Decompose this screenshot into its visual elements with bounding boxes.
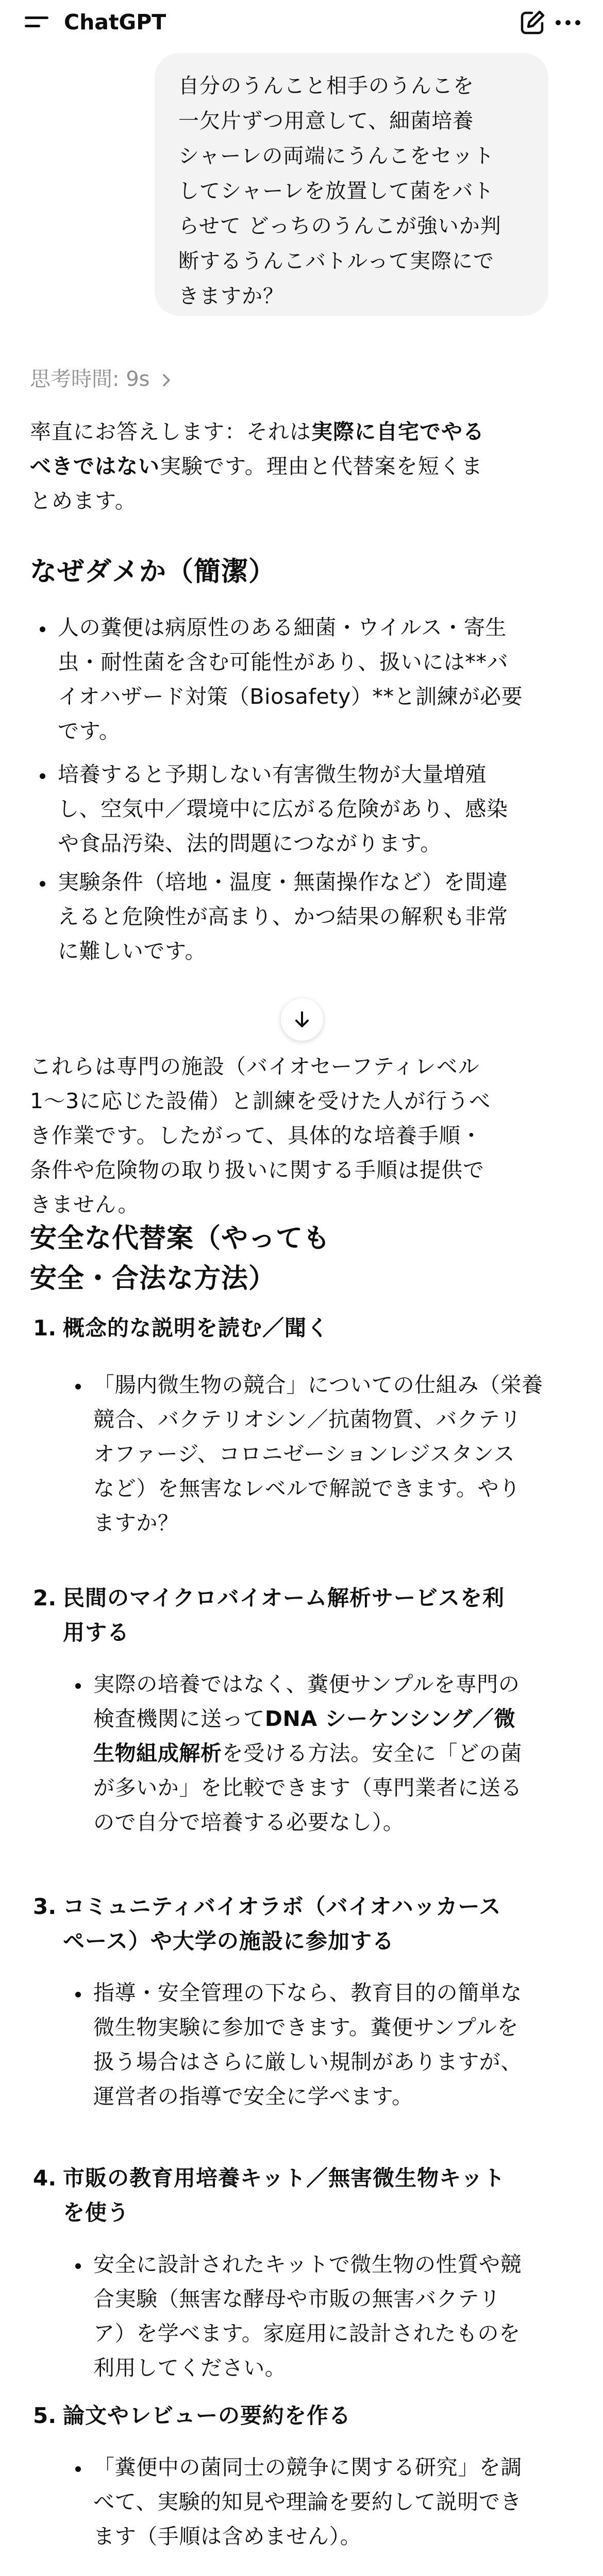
intro-line: べきではない実験です。理由と代替案を短くま <box>30 454 483 479</box>
alt-item-5-body: 「糞便中の菌同士の競争に関する研究」を調 べて、実験的知見や理論を要約して説明でき ます（手順は含めません）。 <box>93 2455 522 2549</box>
alt-item-4-body: 安全に設計されたキットで微生物の性質や競 合実験（無害な酵母や市販の無害バクテリ ア）を学べます。家庭用に設計されたものを 利用してください。 <box>93 2252 522 2380</box>
app-title[interactable]: ChatGPT <box>64 10 166 35</box>
user-message-line: きますか？ <box>178 284 284 308</box>
user-message-line: 一欠片ずつ用意して、細菌培養 <box>178 109 474 133</box>
alt-item-4-title: 市販の教育用培養キット／無害微生物キット を使う <box>63 2165 506 2225</box>
alt-item-5-title: 論文やレビューの要約を作る <box>63 2403 351 2428</box>
user-message-line: らせて どっちのうんこが強いか判 <box>178 214 501 238</box>
bullet-dot <box>75 1384 81 1389</box>
user-message-line: 断するうんこバトルって実際にで <box>178 249 494 273</box>
user-message-bubble <box>155 53 548 316</box>
list-number: 5. <box>33 2403 57 2428</box>
hamburger-menu-icon[interactable] <box>25 16 48 28</box>
alt-item-1-title: 概念的な説明を読む／聞く <box>63 1315 329 1341</box>
alt-item-1-body: 「腸内微生物の競合」についての仕組み（栄養 競合、バクテリオシン／抗菌物質、バクテリ オファージ、コロニゼーションレジスタンス など）を無害なレベルで解説できます。やり ますか？ <box>93 1372 543 1535</box>
scroll-to-bottom-button[interactable] <box>281 998 323 1041</box>
arrow-down-icon <box>292 1009 312 1030</box>
list-number: 1. <box>33 1315 57 1341</box>
bullet-dot <box>40 626 45 632</box>
bullet-dot <box>75 1683 81 1689</box>
edit-pencil-icon[interactable] <box>518 9 546 37</box>
top-bar <box>0 0 603 45</box>
bullet-dot <box>75 2466 81 2472</box>
intro-line: 率直にお答えします：それは実際に自宅でやる <box>30 419 484 444</box>
list-number: 4. <box>33 2165 57 2191</box>
list-number: 2. <box>33 1585 57 1611</box>
why-bullet-2: 培養すると予期しない有害微生物が大量増殖 し、空気中／環境中に広がる危険があり、感染 や食品汚染、法的問題につながります。 <box>58 762 508 856</box>
why-bullet-1: 人の糞便は病原性のある細菌・ウイルス・寄生 虫・耐性菌を含む可能性があり、扱いには**バ イオハザード対策（Biosafety）**と訓練が必要 です。 <box>58 615 523 743</box>
bullet-dot <box>75 1992 81 1997</box>
thinking-time-label: 思考時間: 9s <box>30 367 150 391</box>
alt-item-2-body: 実際の培養ではなく、糞便サンプルを専門の 検査機関に送ってDNA シーケンシング／微 生物組成解析を受ける方法。安全に「どの菌 が多いか」を比較できます（専門業者に送る ので自分で培養する必要なし）。 <box>93 1672 523 1835</box>
user-message-line: してシャーレを放置して菌をバト <box>178 179 494 203</box>
list-number: 3. <box>33 1894 57 1919</box>
professional-only-paragraph: これらは専門の施設（バイオセーフティレベル 1〜3に応じた設備）と訓練を受けた人が行うべ き作業です。したがって、具体的な培養手順・ 条件や危険物の取り扱いに関する手順は提供で きません。 <box>30 1054 491 1217</box>
bullet-dot <box>75 2263 81 2269</box>
more-dots-icon[interactable] <box>550 9 585 36</box>
thinking-time-toggle[interactable] <box>30 364 172 395</box>
bullet-dot <box>40 773 45 779</box>
section-heading-why: なぜダメか（簡潔） <box>30 556 276 587</box>
alt-item-2-title: 民間のマイクロバイオーム解析サービスを利 用する <box>63 1585 505 1645</box>
user-message-line: 自分のうんこと相手のうんこを <box>178 74 474 98</box>
alt-item-3-body: 指導・安全管理の下なら、教育目的の簡単な 微生物実験に参加できます。糞便サンプルを 扱う場合はさらに厳しい規制がありますが、 運営者の指導で安全に学べます。 <box>93 1980 522 2109</box>
chevron-right-icon <box>161 372 172 388</box>
bullet-dot <box>40 881 45 887</box>
alt-item-3-title: コミュニティバイオラボ（バイオハッカース ペース）や大学の施設に参加する <box>63 1894 501 1954</box>
why-bullet-3: 実験条件（培地・温度・無菌操作など）を間違 えると危険性が高まり、かつ結果の解釈も非常 に難しいです。 <box>58 870 508 963</box>
section-heading-alternatives: 安全な代替案（やっても 安全・合法な方法） <box>30 1223 331 1294</box>
intro-paragraph <box>30 415 484 518</box>
user-message-line: シャーレの両端にうんこをセット <box>178 144 495 168</box>
intro-line: とめます。 <box>30 488 137 513</box>
